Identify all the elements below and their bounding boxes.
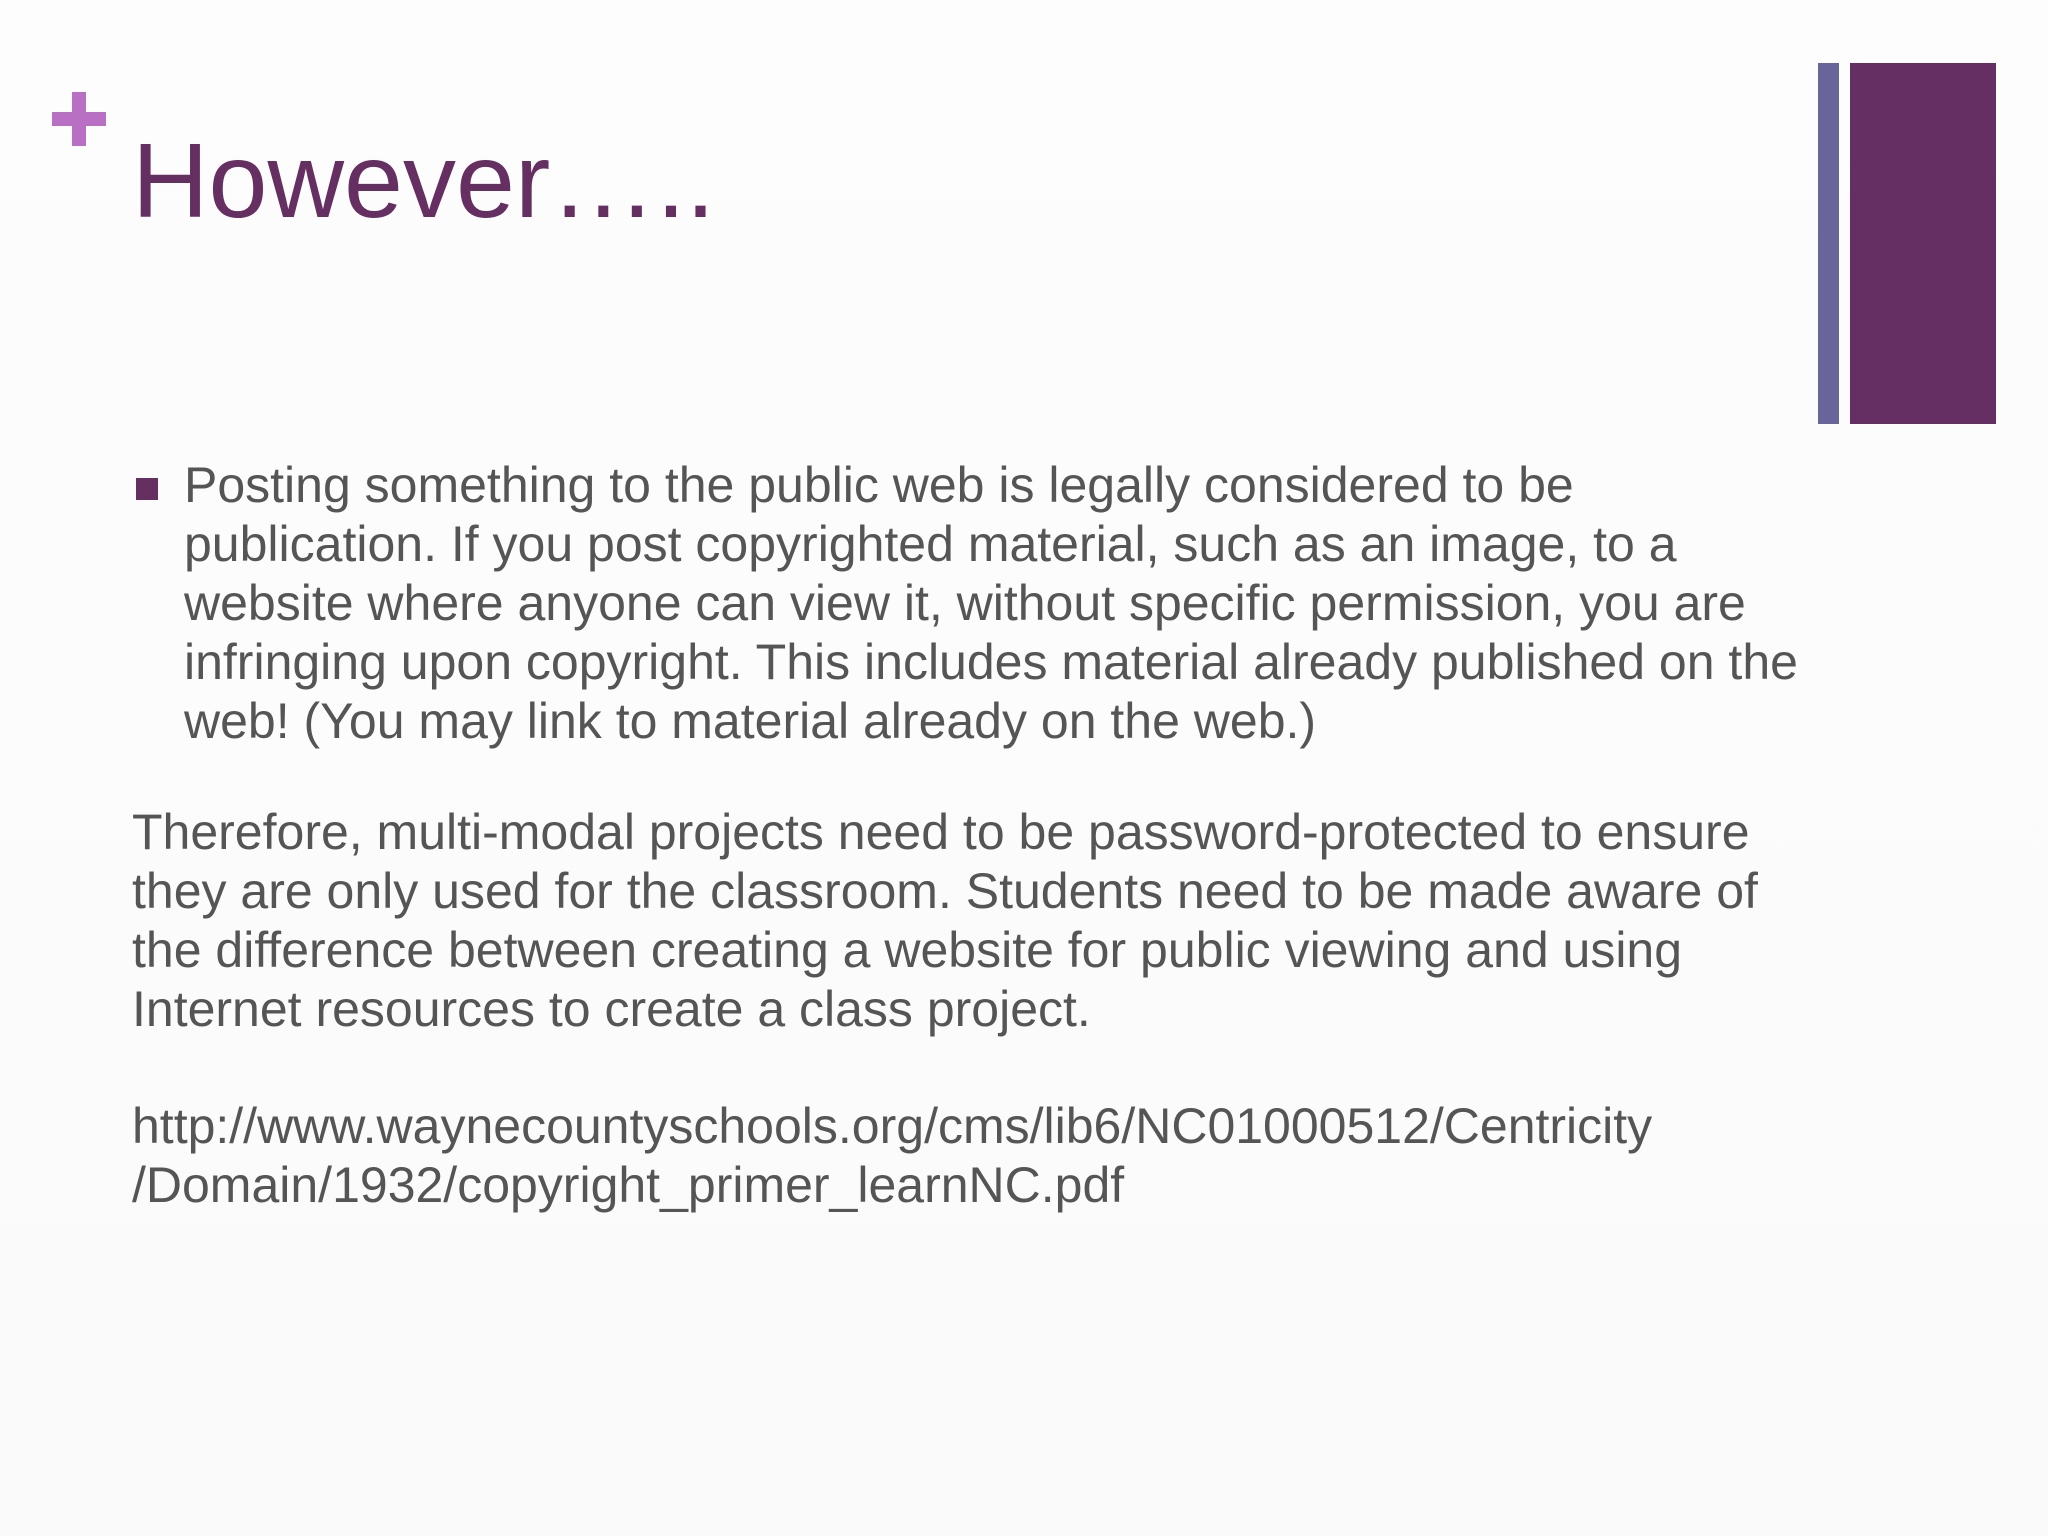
accent-bar-thin — [1818, 63, 1839, 424]
slide-body — [132, 456, 1812, 1215]
source-url-line-1: http://www.waynecountyschools.org/cms/lib6/NC01000512/Centricity — [132, 1098, 1653, 1154]
plus-icon — [52, 92, 106, 146]
source-url — [132, 1097, 1812, 1215]
plus-icon-vertical-bar — [72, 92, 86, 146]
accent-bar-wide — [1850, 63, 1996, 424]
bullet-item — [132, 456, 1812, 751]
body-paragraph: Therefore, multi-modal projects need to be password-protected to ensure they are only used for the classroom. Students need to be made aware of the difference between creating a website for public viewing and using Internet resources to create a class project. — [132, 804, 1758, 1037]
bullet-text: Posting something to the public web is legally considered to be publication. If you post copyrighted material, such as an image, to a website where anyone can view it, without specific permission, you are infringing upon copyright. This includes material already published on the web! (You may link to material already on the web.) — [184, 457, 1798, 749]
slide-title: However….. — [132, 122, 716, 240]
square-bullet-icon — [136, 478, 158, 500]
source-url-line-2: /Domain/1932/copyright_primer_learnNC.pdf — [132, 1157, 1125, 1213]
